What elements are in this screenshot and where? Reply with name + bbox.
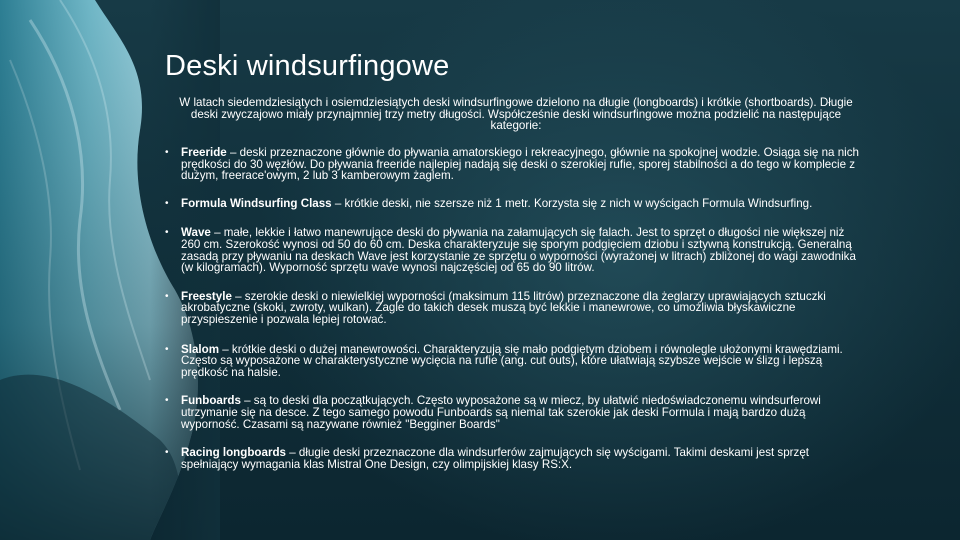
list-item-wave xyxy=(165,227,865,273)
category-description: – deski przeznaczone głównie do pływania amatorskiego i rekreacyjnego, głównie na spokojnej wodzie. Osiąga się na nich prędkości do 30 węzłów. Do pływania freeride najlepiej nadają się deski o szerokiej rufie, sporej stabilności a do tego w komplecie z dużym, freerace'owym, 2 lub 3 kamberowym żaglem. xyxy=(181,146,859,183)
category-name: Formula Windsurfing Class xyxy=(181,196,332,210)
category-description: – krótkie deski, nie szersze niż 1 metr. Korzysta się z nich w wyścigach Formula Windsurfing. xyxy=(331,196,813,210)
category-name: Wave xyxy=(181,226,211,240)
category-description: – długie deski przeznaczone dla windsurferów zajmujących się wyścigami. Takimi deskami jest sprzęt spełniający wymagania klas Mistral One Design, czy olimpijskiej klasy RS:X. xyxy=(181,446,810,471)
bullet-icon: • xyxy=(165,147,169,158)
list-item-freestyle xyxy=(165,291,865,326)
bullet-icon: • xyxy=(165,343,169,355)
bullet-icon: • xyxy=(165,227,169,239)
bullet-icon: • xyxy=(165,197,169,209)
board-category-list xyxy=(165,141,865,470)
category-name: Funboards xyxy=(181,394,241,408)
bullet-icon: • xyxy=(165,290,169,302)
category-name: Racing longboards xyxy=(181,446,286,460)
category-description: – krótkie deski o dużej manewrowości. Charakteryzują się mało podgiętym dziobem i równolegle ułożonymi krawędziami. Często są wyposażone w charakterystyczne wycięcia na rufie (ang. cut outs), które ułatwiają szybsze wejście w ślizg i lepszą prędkość na halsie. xyxy=(181,342,843,379)
list-item-formula xyxy=(165,198,865,210)
bullet-icon: • xyxy=(165,395,169,407)
category-description: – szerokie deski o niewielkiej wyporności (maksimum 115 litrów) przeznaczone dla żeglarzy uprawiających sztuczki akrobatyczne (skoki, zwroty, wulkan). Żagle do takich desek muszą być lekkie i manewrowe, co umożliwia błyskawiczne przyspieszenie i pozwala lepiej rotować. xyxy=(181,289,826,326)
list-item-freeride xyxy=(165,147,865,182)
list-item-racing-longboards xyxy=(165,447,865,470)
category-description: – małe, lekkie i łatwo manewrujące deski do pływania na załamujących się falach. Jest to sprzęt o długości nie większej niż 260 cm. Szerokość wynosi od 50 do 60 cm. Deska charakteryzuje się sporym podgięciem dziobu i sztywną konstrukcją. Generalną zasadą przy pływaniu na deskach Wave jest korzystanie ze sprzętu o wyporności (wyrażonej w litrach) zbliżonej do wagi zawodnika (w kilogramach). Wyporność sprzętu wave wynosi najczęściej od 65 do 90 litrów. xyxy=(181,226,856,275)
category-name: Freeride xyxy=(181,146,227,159)
slide-title: Deski windsurfingowe xyxy=(165,50,450,82)
list-item-slalom xyxy=(165,344,865,379)
bullet-icon: • xyxy=(165,447,169,459)
list-item-funboards xyxy=(165,395,865,430)
intro-paragraph: W latach siedemdziesiątych i osiemdziesiątych deski windsurfingowe dzielono na długie (longboards) i krótkie (shortboards). Długie deski zwyczajowo miały przynajmniej trzy metry długości. Współcześnie deski windsurfingowe można podzielić na następujące kategorie: xyxy=(179,96,853,133)
category-name: Slalom xyxy=(181,342,220,356)
category-name: Freestyle xyxy=(181,289,232,303)
category-description: – są to deski dla początkujących. Często wyposażone są w miecz, by ułatwić niedoświadczonemu windsurferowi utrzymanie się na desce. Z tego samego powodu Funboards są niemal tak szerokie jak deski Formula i mają bardzo dużą wyporność. Czasami są nazywane również "Begginer Boards" xyxy=(181,394,821,431)
